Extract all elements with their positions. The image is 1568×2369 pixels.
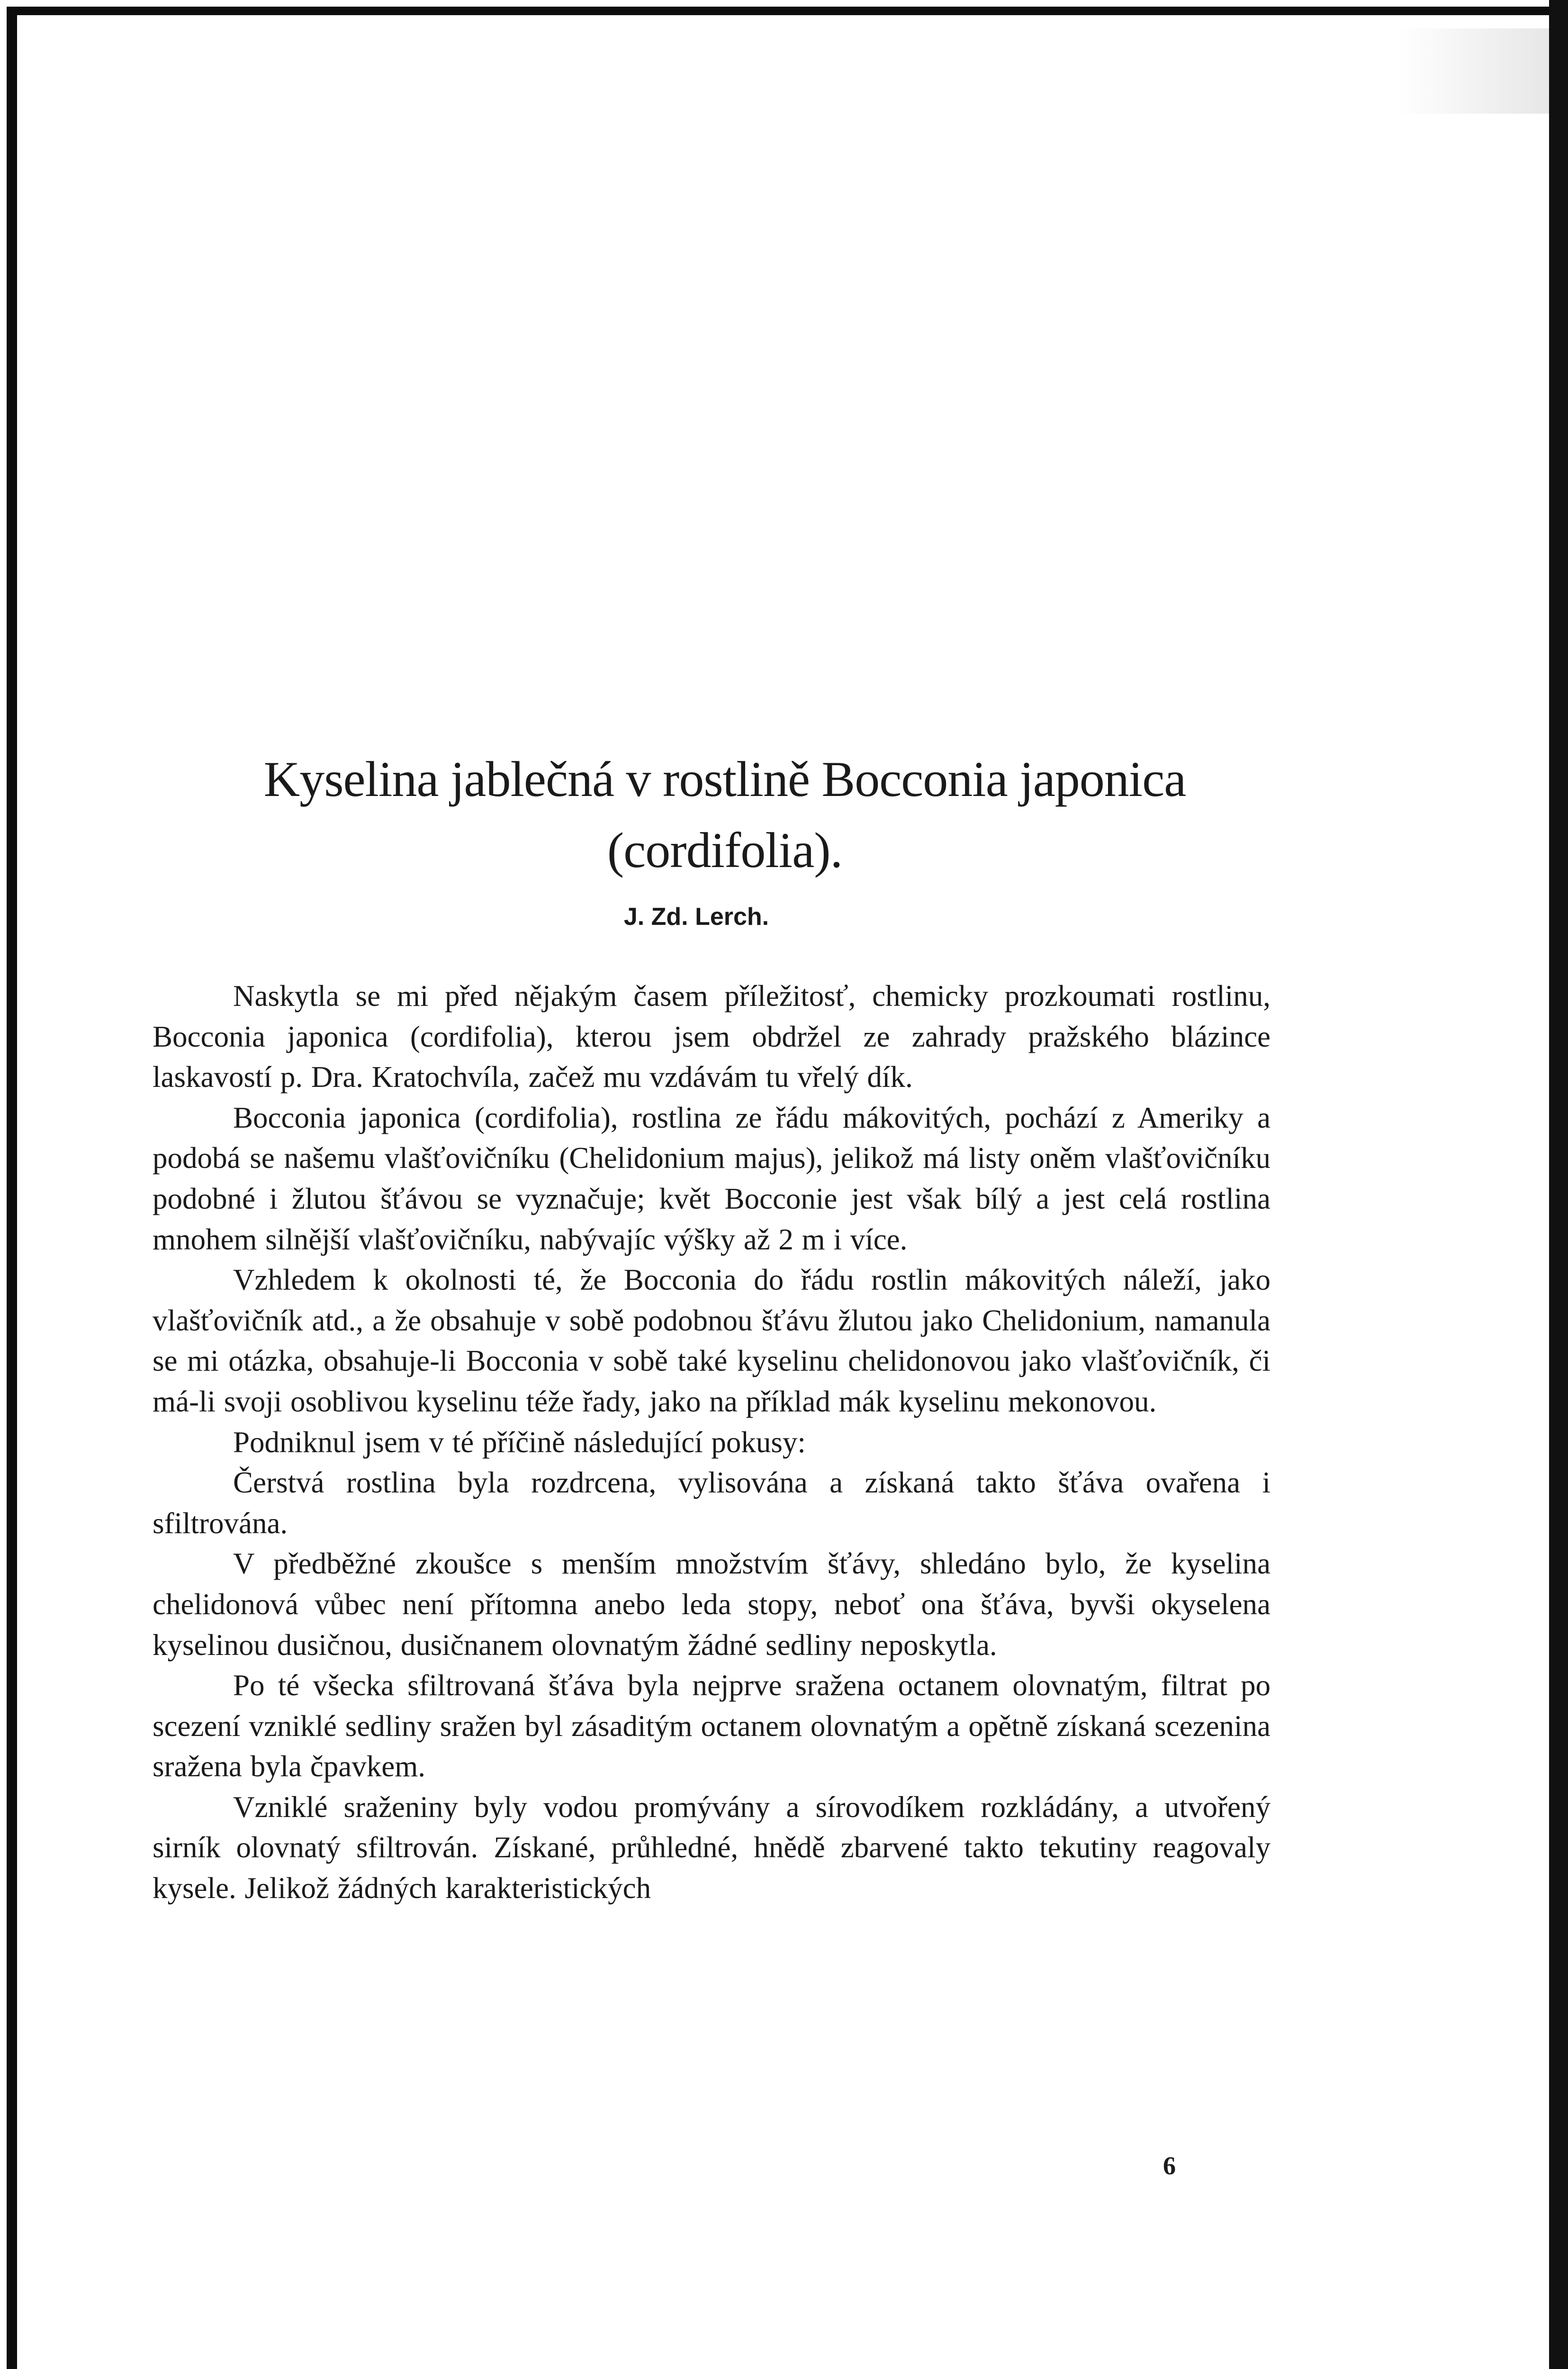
paragraph: Po té všecka sfiltrovaná šťáva byla nejprve sražena octanem olovnatým, filtrat po scezení vzniklé sedliny sražen byl zásaditým octanem olovnatým a opětně získaná scezenina sražena byla čpavkem. (153, 1669, 1271, 1783)
paragraph: Vzniklé sraženiny byly vodou promývány a sírovodíkem rozkládány, a utvořený sirník olovnatý sfiltrován. Získané, průhledné, hnědě zbarvené takto tekutiny reagovaly kysele. Jelikož žádných karakteristických (153, 1790, 1271, 1905)
paragraph: Bocconia japonica (cordifolia), rostlina ze řádu mákovitých, pochází z Ameriky a podobá se našemu vlašťovičníku (Chelidonium majus), jelikož má listy oněm vlašťovičníku podobné i žlutou šťávou se vyznačuje; květ Bocconie jest však bílý a jest celá rostlina mnohem silnější vlašťovičníku, nabývajíc výšky až 2 m i více. (153, 1101, 1271, 1256)
article-title (227, 744, 1222, 886)
article-author: J. Zd. Lerch. (623, 903, 769, 931)
paragraph: V předběžné zkoušce s menším množstvím šťávy, shledáno bylo, že kyselina chelidonová vůbec není přítomna anebo leda stopy, neboť ona šťáva, byvši okyselena kyselinou dusičnou, dusičnanem olovnatým žádné sedliny neposkytla. (153, 1547, 1271, 1662)
page-number: 6 (1163, 2152, 1176, 2180)
paragraph: Čerstvá rostlina byla rozdrcena, vylisována a získaná takto šťáva ovařena i sfiltrována. (153, 1466, 1271, 1540)
article-body (153, 976, 1271, 1909)
paragraph: Naskytla se mi před nějakým časem příležitosť, chemicky prozkoumati rostlinu, Bocconia japonica (cordifolia), kterou jsem obdržel ze zahrady pražského blázince laskavostí p. Dra. Kratochvíla, začež mu vzdávám tu vřelý dík. (153, 979, 1271, 1094)
paragraph: Vzhledem k okolnosti té, že Bocconia do řádu rostlin mákovitých náleží, jako vlašťovičník atd., a že obsahuje v sobě podobnou šťávu žlutou jako Chelidonium, namanula se mi otázka, obsahuje-li Bocconia v sobě také kyselinu chelidonovou jako vlašťovičník, či má-li svoji osoblivou kyselinu téže řady, jako na příklad mák kyselinu mekonovou. (153, 1263, 1271, 1418)
article-title-line-2: (cordifolia). (607, 823, 843, 878)
scan-edge (1549, 0, 1568, 2369)
scan-smudge (1397, 28, 1549, 114)
article-title-line-1: Kyselina jablečná v rostlině Bocconia japonica (263, 751, 1186, 807)
paragraph: Podniknul jsem v té příčině následující pokusy: (233, 1425, 806, 1459)
